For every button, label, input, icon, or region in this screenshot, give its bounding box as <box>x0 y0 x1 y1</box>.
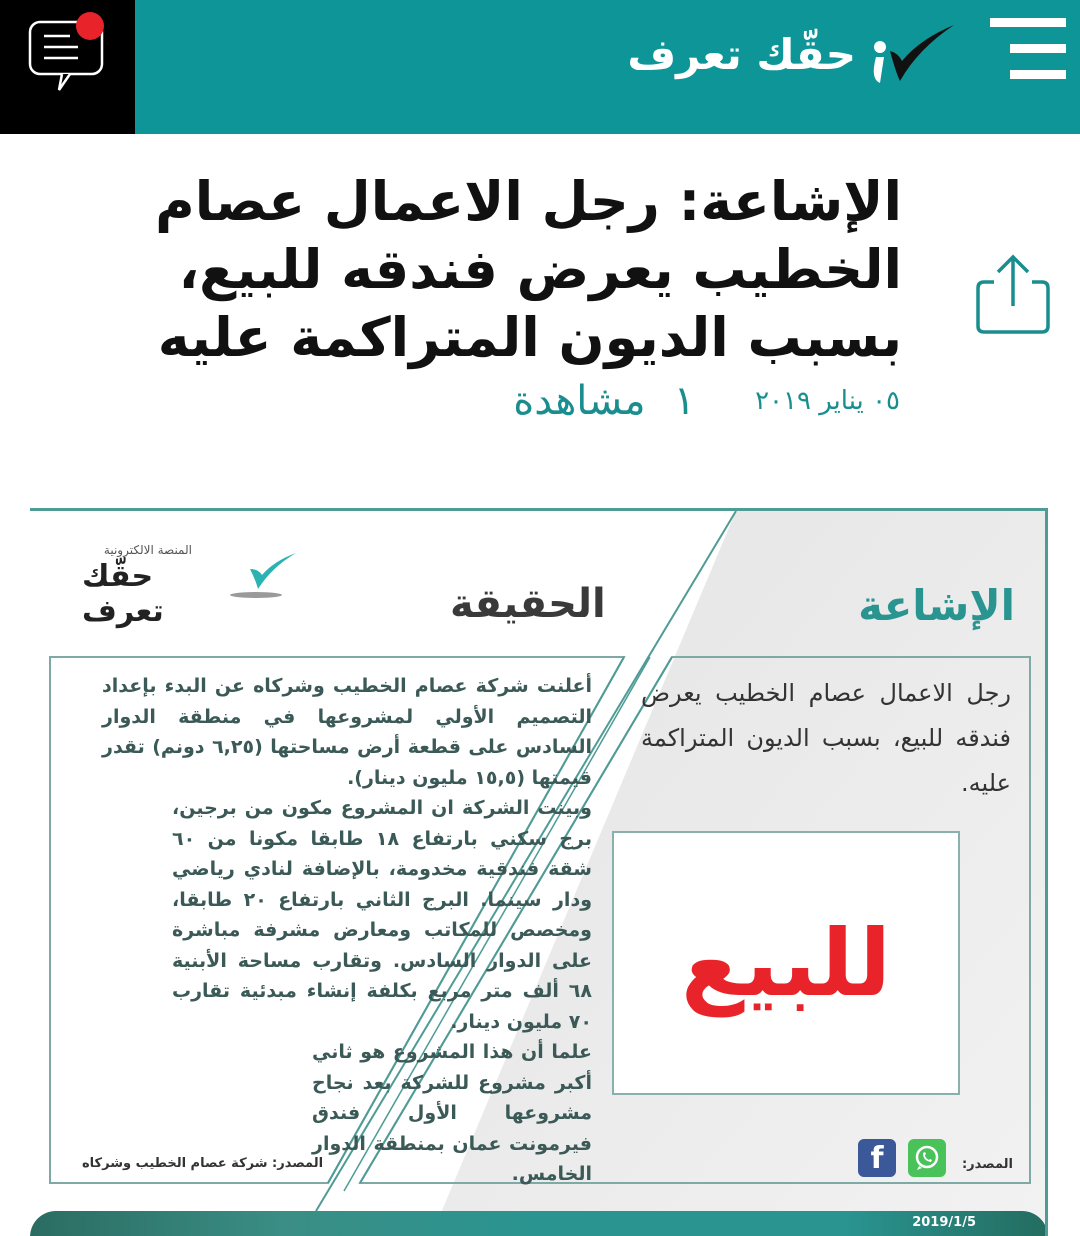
article-infographic[interactable] <box>30 508 1048 1236</box>
checkmark-logo-icon <box>860 21 956 87</box>
publish-date: ٠٥ يناير ٢٠١٩ <box>755 386 900 416</box>
infographic-date: 2019/1/5 <box>912 1215 976 1230</box>
fact-heading: الحقيقة <box>450 581 606 627</box>
fact-paragraph: علما أن هذا المشروع هو ثاني أكبر مشروع للشركة بعد نجاح مشروعها الأول فندق فيرمونت عمان بمنطقة الدوار الخامس. <box>312 1041 592 1185</box>
brand-logo[interactable] <box>627 14 958 94</box>
article-meta <box>513 378 900 424</box>
chat-notification-icon <box>26 12 110 92</box>
fact-paragraph: وبينت الشركة ان المشروع مكون من برجين، برج سكني بارتفاع ١٨ طابقا مكونا من ٦٠ شقة فندقية مخدومة، بالإضافة لنادي رياضي ودار سينما. البرج الثاني بارتفاع ٢٠ طابقا، ومخصص للمكاتب ومعارض مشرفة مباشرة على الدوار السادس. وتقارب مساحة الأبنية ٦٨ ألف متر مربع بكلفة إنشاء مبدئية تقارب ٧٠ مليون دينار. <box>172 797 592 1033</box>
article-title: الإشاعة: رجل الاعمال عصام الخطيب يعرض فندقه للبيع، بسبب الديون المتراكمة عليه <box>155 170 902 369</box>
fact-body <box>62 671 592 1190</box>
fact-paragraph: أعلنت شركة عصام الخطيب وشركاه عن البدء بإعداد التصميم الأولي لمشروعها في منطقة الدوار السادس على قطعة أرض مساحتها (٦,٢٥ دونم) تقدر قيمتها (١٥,٥ مليون دينار). <box>102 675 592 789</box>
rumor-body: رجل الاعمال عصام الخطيب يعرض فندقه للبيع، بسبب الديون المتراكمة عليه. <box>641 679 1011 797</box>
rumor-source: المصدر: <box>961 1157 1013 1172</box>
notifications-button[interactable] <box>0 0 135 134</box>
infographic-footer <box>30 1211 1048 1236</box>
whatsapp-icon <box>908 1139 946 1177</box>
for-sale-text: للبيع <box>680 909 892 1017</box>
app-header <box>0 0 1080 134</box>
share-icon <box>972 252 1054 338</box>
facebook-icon: f <box>858 1139 896 1177</box>
views-label: مشاهدة <box>513 378 646 424</box>
for-sale-image <box>612 831 960 1095</box>
menu-line <box>990 18 1066 27</box>
logo-subtitle: المنصة الالكترونية <box>103 543 192 557</box>
hamburger-menu-button[interactable] <box>990 18 1066 80</box>
brand-name: حقّك تعرف <box>627 29 856 79</box>
fact-source: المصدر: شركة عصام الخطيب وشركاه <box>82 1156 324 1171</box>
menu-line <box>1010 70 1066 79</box>
share-button[interactable] <box>972 252 1054 338</box>
logo-name: حقّك تعرف <box>82 559 164 629</box>
menu-line <box>1010 44 1066 53</box>
social-icons <box>858 1139 946 1177</box>
views-count: ١ <box>673 378 696 424</box>
rumor-heading: الإشاعة <box>858 581 1015 630</box>
views-counter <box>513 378 695 424</box>
